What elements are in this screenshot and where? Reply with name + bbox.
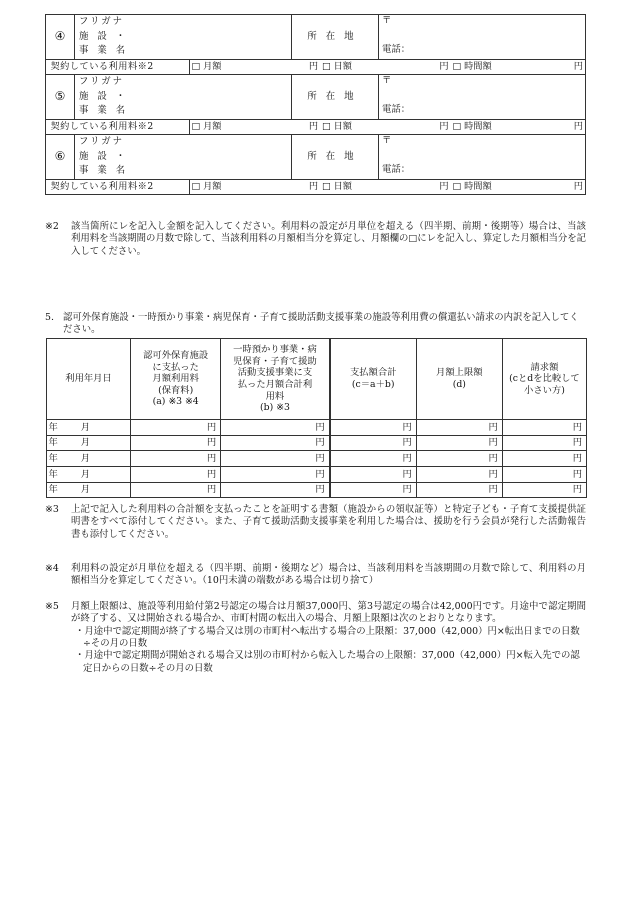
total-paid-cell[interactable]: 円 <box>330 467 417 483</box>
facility-number: ⑤ <box>46 75 75 120</box>
furigana-label: フリガナ <box>75 75 144 90</box>
contract-fee-label: 契約している利用料※2 <box>50 181 154 192</box>
postal-mark: 〒 <box>382 135 392 146</box>
daily-checkbox[interactable]: □ 日額 <box>322 121 352 132</box>
hourly-yen: 円 <box>573 121 583 132</box>
claim-amount-cell[interactable]: 円 <box>502 482 586 498</box>
header-line: (cとdを比較して <box>509 373 580 385</box>
facility-name-input[interactable] <box>143 30 292 45</box>
postal-mark: 〒 <box>382 15 392 26</box>
unlicensed-fee-cell[interactable]: 円 <box>131 420 221 436</box>
note-5-bullet-2: ・月途中で認定期間が開始される場合又は別の市町村から転入した場合の上限額：37,000（42,000）円×転入先での認定日からの日数÷その月の日数 <box>75 650 580 674</box>
header-line: 月額上限額 <box>436 367 483 379</box>
note-2 <box>45 221 586 258</box>
section-5-title: 認可外保育施設・一時預かり事業・病児保育・子育て援助活動支援事業の施設等利用費の償還払い請求の内訳を記入してください。 <box>63 312 579 336</box>
facility-row-furigana <box>46 75 586 90</box>
note-5-bullet-1: ・月途中で認定期間が終了する場合又は別の市町村へ転出する場合の上限額：37,000（42,000）円×転出日までの日数÷その月の日数 <box>75 625 580 649</box>
facility-name-input[interactable] <box>143 90 292 105</box>
monthly-yen: 円 <box>308 121 318 132</box>
facility-row-furigana <box>46 135 586 150</box>
facility-table <box>45 14 586 195</box>
note-4 <box>45 563 586 588</box>
facility-row-fee <box>46 59 586 75</box>
note-2-text: 該当箇所にレを記入し金額を記入してください。利用料の設定が月単位を超える（四半期、前期・後期等）場合は、当該利用料を当該期間の月数で除して、当該利用料の月額相当分を算定し、月額欄の□にレを記入し、算定した月額相当分を記入してください。 <box>71 221 586 257</box>
usage-month-cell[interactable]: 年 月 <box>47 482 131 498</box>
facility-number: ④ <box>46 15 75 60</box>
furigana-input[interactable] <box>143 135 292 150</box>
reimbursement-table <box>46 338 587 498</box>
unlicensed-fee-cell[interactable]: 円 <box>131 467 221 483</box>
monthly-checkbox[interactable]: □ 月額 <box>191 181 222 192</box>
header-line: (d) <box>452 379 466 390</box>
note-5-text: 月額上限額は、施設等利用給付第2号認定の場合は月額37,000円、第3号認定の場合は42,000円です。月途中で認定期間が終了する、又は開始される場合か、市町村間の転出入の場合、月額上限額は次のとおりとなります。 <box>71 601 586 625</box>
header-line: 一時預かり事業・病 <box>233 344 317 356</box>
phone-label: 電話： <box>382 104 411 115</box>
hourly-checkbox[interactable]: □ 時間額 <box>452 61 492 72</box>
location-label: 所在地 <box>292 135 379 180</box>
header-monthly-limit <box>416 339 502 420</box>
facility-name-label-1: 施 設 ・ <box>75 30 144 45</box>
header-line: 利用年月日 <box>65 373 112 385</box>
unlicensed-fee-cell[interactable]: 円 <box>131 435 221 451</box>
phone-label: 電話： <box>382 44 411 55</box>
note-5-mark: ※5 <box>45 601 59 612</box>
note-3 <box>45 504 586 541</box>
monthly-limit-cell[interactable]: 円 <box>416 482 502 498</box>
phone-label: 電話： <box>382 164 411 175</box>
claim-amount-cell[interactable]: 円 <box>502 467 586 483</box>
header-line: 認可外保育施設 <box>143 349 209 361</box>
monthly-limit-cell[interactable]: 円 <box>416 435 502 451</box>
contract-fee-row <box>50 179 586 195</box>
note-3-mark: ※3 <box>45 504 59 515</box>
claim-amount-cell[interactable]: 円 <box>502 435 586 451</box>
hourly-checkbox[interactable]: □ 時間額 <box>452 121 492 132</box>
section-5-number: 5. <box>45 312 54 323</box>
note-5 <box>45 601 586 675</box>
monthly-yen: 円 <box>308 181 318 192</box>
monthly-limit-cell[interactable]: 円 <box>416 420 502 436</box>
monthly-limit-cell[interactable]: 円 <box>416 467 502 483</box>
usage-month-cell[interactable]: 年 月 <box>47 435 131 451</box>
furigana-label: フリガナ <box>75 15 144 30</box>
header-line: (a) ※3 ※4 <box>152 396 199 408</box>
header-unlicensed-fee <box>131 339 221 420</box>
contract-fee-row <box>50 119 586 135</box>
header-line: (b) ※3 <box>260 402 290 414</box>
facility-number: ⑥ <box>46 135 75 180</box>
table-row <box>47 482 587 498</box>
facility-name-label-2: 事 業 名 <box>75 44 144 59</box>
header-line: に支払った <box>152 361 199 373</box>
note-3-text: 上記で記入した利用料の合計額を支払ったことを証明する書類（施設からの領収証等）と特定子ども・子育て支援提供証明書をすべて添付してください。また、子育て援助活動支援事業を利用した場合は、援助を行う会員が発行した活動報告書も添付してください。 <box>71 504 586 540</box>
facility-name-label-1: 施 設 ・ <box>75 90 144 105</box>
hourly-yen: 円 <box>573 181 583 192</box>
note-4-mark: ※4 <box>45 563 59 574</box>
monthly-checkbox[interactable]: □ 月額 <box>191 61 222 72</box>
furigana-input[interactable] <box>143 15 292 30</box>
furigana-input[interactable] <box>143 75 292 90</box>
usage-month-cell[interactable]: 年 月 <box>47 467 131 483</box>
facility-name-label-1: 施 設 ・ <box>75 150 144 165</box>
location-label: 所在地 <box>292 15 379 60</box>
contract-fee-row <box>50 59 586 75</box>
header-line: 月額利用料 <box>152 373 199 385</box>
header-line: 支払額合計 <box>349 367 397 379</box>
temporary-fee-cell[interactable]: 円 <box>221 467 330 483</box>
facility-row-fee <box>46 119 586 135</box>
daily-yen: 円 <box>439 121 449 132</box>
total-paid-cell[interactable]: 円 <box>330 451 417 467</box>
claim-amount-cell[interactable]: 円 <box>502 420 586 436</box>
furigana-label: フリガナ <box>75 135 144 150</box>
daily-checkbox[interactable]: □ 日額 <box>322 181 352 192</box>
total-paid-cell[interactable]: 円 <box>330 435 417 451</box>
header-line: (保育料) <box>158 384 194 396</box>
monthly-limit-cell[interactable]: 円 <box>416 451 502 467</box>
address-field[interactable] <box>379 15 586 60</box>
address-field[interactable] <box>379 135 586 180</box>
unlicensed-fee-cell[interactable]: 円 <box>131 482 221 498</box>
monthly-yen: 円 <box>308 61 318 72</box>
usage-month-cell[interactable]: 年 月 <box>47 420 131 436</box>
hourly-checkbox[interactable]: □ 時間額 <box>452 181 492 192</box>
table-row <box>47 451 587 467</box>
header-line: 活動支援事業に支 <box>237 367 313 379</box>
total-paid-cell[interactable]: 円 <box>330 420 417 436</box>
temporary-fee-cell[interactable]: 円 <box>221 420 330 436</box>
address-field[interactable] <box>379 75 586 120</box>
header-line: 請求額 <box>530 361 559 373</box>
header-usage-month <box>47 339 131 420</box>
facility-row-furigana <box>46 15 586 30</box>
temporary-fee-cell[interactable]: 円 <box>221 451 330 467</box>
header-line: 小さい方) <box>524 384 565 396</box>
contract-fee-label: 契約している利用料※2 <box>50 61 154 72</box>
table-row <box>47 435 587 451</box>
header-total-paid <box>330 339 417 420</box>
monthly-checkbox[interactable]: □ 月額 <box>191 121 222 132</box>
unlicensed-fee-cell[interactable]: 円 <box>131 451 221 467</box>
daily-yen: 円 <box>439 61 449 72</box>
temporary-fee-cell[interactable]: 円 <box>221 482 330 498</box>
facility-name-label-2: 事 業 名 <box>75 104 144 119</box>
daily-checkbox[interactable]: □ 日額 <box>322 61 352 72</box>
section-5-heading <box>45 312 586 337</box>
header-line: 用料 <box>265 390 285 402</box>
total-paid-cell[interactable]: 円 <box>330 482 417 498</box>
header-claim-amount <box>502 339 586 420</box>
usage-month-cell[interactable]: 年 月 <box>47 451 131 467</box>
header-line: 児保育・子育て援助 <box>233 355 317 367</box>
contract-fee-label: 契約している利用料※2 <box>50 121 154 132</box>
table-row <box>47 420 587 436</box>
header-line: 払った月額合計利 <box>237 379 313 390</box>
header-line: (c＝a＋b) <box>351 379 395 390</box>
temporary-fee-cell[interactable]: 円 <box>221 435 330 451</box>
daily-yen: 円 <box>439 181 449 192</box>
claim-amount-cell[interactable]: 円 <box>502 451 586 467</box>
note-4-text: 利用料の設定が月単位を超える（四半期、前期・後期など）場合は、当該利用料を当該期間の月数で除して、利用料の月額相当分を算定してください。（10円未満の端数がある場合は切り捨て） <box>71 563 586 587</box>
note-2-mark: ※2 <box>45 221 59 232</box>
table-row <box>47 467 587 483</box>
postal-mark: 〒 <box>382 75 392 86</box>
facility-name-input[interactable] <box>143 150 292 165</box>
facility-name-label-2: 事 業 名 <box>75 164 144 179</box>
location-label: 所在地 <box>292 75 379 120</box>
facility-row-fee <box>46 179 586 195</box>
hourly-yen: 円 <box>573 61 583 72</box>
header-temporary-fee <box>221 339 330 420</box>
